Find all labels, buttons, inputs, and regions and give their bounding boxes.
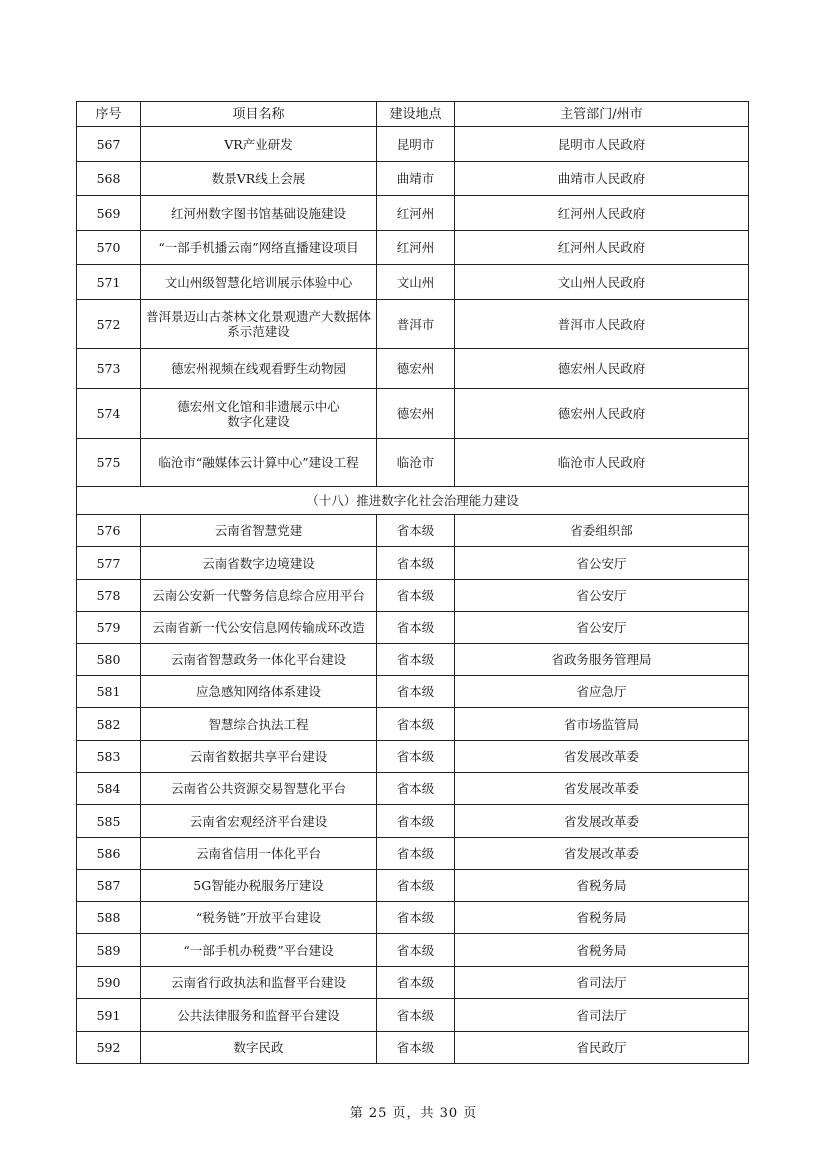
row-location: 省本级 bbox=[377, 1032, 455, 1064]
row-location: 省本级 bbox=[377, 902, 455, 934]
row-department: 省公安厅 bbox=[455, 547, 749, 580]
row-location: 红河州 bbox=[377, 231, 455, 265]
row-project-name: 临沧市“融媒体云计算中心”建设工程 bbox=[141, 439, 377, 487]
header-department: 主管部门/州市 bbox=[455, 102, 749, 127]
row-department: 省司法厅 bbox=[455, 999, 749, 1032]
row-index: 578 bbox=[77, 580, 141, 612]
row-location: 曲靖市 bbox=[377, 162, 455, 196]
row-project-name: VR产业研发 bbox=[141, 127, 377, 162]
row-location: 省本级 bbox=[377, 967, 455, 999]
row-index: 591 bbox=[77, 999, 141, 1032]
table-row bbox=[77, 612, 749, 644]
table-row bbox=[77, 805, 749, 838]
table-row bbox=[77, 741, 749, 773]
table-row bbox=[77, 580, 749, 612]
header-project-name: 项目名称 bbox=[141, 102, 377, 127]
header-index: 序号 bbox=[77, 102, 141, 127]
row-index: 570 bbox=[77, 231, 141, 265]
row-index: 592 bbox=[77, 1032, 141, 1064]
page-footer: 第 25 页，共 30 页 bbox=[349, 1106, 478, 1121]
row-project-name: 云南省宏观经济平台建设 bbox=[141, 805, 377, 838]
table-row bbox=[77, 999, 749, 1032]
row-department: 德宏州人民政府 bbox=[455, 349, 749, 389]
row-department: 省民政厅 bbox=[455, 1032, 749, 1064]
row-location: 省本级 bbox=[377, 805, 455, 838]
row-location: 德宏州 bbox=[377, 349, 455, 389]
table-row bbox=[77, 838, 749, 870]
section-title: （十八）推进数字化社会治理能力建设 bbox=[77, 487, 749, 515]
row-index: 588 bbox=[77, 902, 141, 934]
table-row bbox=[77, 708, 749, 741]
row-department: 省发展改革委 bbox=[455, 741, 749, 773]
row-location: 省本级 bbox=[377, 676, 455, 708]
row-department: 德宏州人民政府 bbox=[455, 389, 749, 439]
row-project-name: 公共法律服务和监督平台建设 bbox=[141, 999, 377, 1032]
row-index: 568 bbox=[77, 162, 141, 196]
row-index: 572 bbox=[77, 300, 141, 349]
row-project-name: 智慧综合执法工程 bbox=[141, 708, 377, 741]
row-project-name: 文山州级智慧化培训展示体验中心 bbox=[141, 265, 377, 300]
table-row bbox=[77, 439, 749, 487]
row-department: 普洱市人民政府 bbox=[455, 300, 749, 349]
row-index: 571 bbox=[77, 265, 141, 300]
table-body-top bbox=[77, 127, 749, 487]
table-row bbox=[77, 389, 749, 439]
row-index: 583 bbox=[77, 741, 141, 773]
row-index: 581 bbox=[77, 676, 141, 708]
row-department: 省委组织部 bbox=[455, 515, 749, 547]
row-project-name: 普洱景迈山古茶林文化景观遗产大数据体 系示范建设 bbox=[141, 300, 377, 349]
row-index: 575 bbox=[77, 439, 141, 487]
row-index: 585 bbox=[77, 805, 141, 838]
row-index: 573 bbox=[77, 349, 141, 389]
table-row bbox=[77, 967, 749, 999]
row-department: 省应急厅 bbox=[455, 676, 749, 708]
table-row bbox=[77, 265, 749, 300]
row-department: 昆明市人民政府 bbox=[455, 127, 749, 162]
table-row bbox=[77, 644, 749, 676]
row-department: 省公安厅 bbox=[455, 580, 749, 612]
row-location: 省本级 bbox=[377, 580, 455, 612]
project-table bbox=[76, 101, 749, 1064]
row-project-name: 云南省公共资源交易智慧化平台 bbox=[141, 773, 377, 805]
table-row bbox=[77, 196, 749, 231]
row-location: 省本级 bbox=[377, 773, 455, 805]
row-project-name: 云南省数据共享平台建设 bbox=[141, 741, 377, 773]
row-index: 580 bbox=[77, 644, 141, 676]
row-location: 普洱市 bbox=[377, 300, 455, 349]
row-index: 569 bbox=[77, 196, 141, 231]
row-project-name: 云南省信用一体化平台 bbox=[141, 838, 377, 870]
row-department: 临沧市人民政府 bbox=[455, 439, 749, 487]
table-body-bottom bbox=[77, 515, 749, 1064]
row-department: 省税务局 bbox=[455, 870, 749, 902]
row-location: 省本级 bbox=[377, 644, 455, 676]
row-department: 省司法厅 bbox=[455, 967, 749, 999]
row-project-name: 云南省数字边境建设 bbox=[141, 547, 377, 580]
row-project-name: “一部手机播云南”网络直播建设项目 bbox=[141, 231, 377, 265]
row-department: 红河州人民政府 bbox=[455, 231, 749, 265]
row-project-name: 数字民政 bbox=[141, 1032, 377, 1064]
table-row bbox=[77, 515, 749, 547]
table-header-row bbox=[77, 102, 749, 127]
row-department: 省发展改革委 bbox=[455, 838, 749, 870]
row-location: 临沧市 bbox=[377, 439, 455, 487]
row-project-name: 云南省行政执法和监督平台建设 bbox=[141, 967, 377, 999]
row-index: 574 bbox=[77, 389, 141, 439]
row-project-name: 云南省智慧党建 bbox=[141, 515, 377, 547]
row-location: 省本级 bbox=[377, 934, 455, 967]
table-row bbox=[77, 934, 749, 967]
table-row bbox=[77, 870, 749, 902]
row-location: 省本级 bbox=[377, 708, 455, 741]
row-project-name: 红河州数字图书馆基础设施建设 bbox=[141, 196, 377, 231]
row-department: 省发展改革委 bbox=[455, 773, 749, 805]
row-location: 省本级 bbox=[377, 870, 455, 902]
row-project-name: “税务链”开放平台建设 bbox=[141, 902, 377, 934]
row-project-name: “一部手机办税费”平台建设 bbox=[141, 934, 377, 967]
row-project-name: 德宏州视频在线观看野生动物园 bbox=[141, 349, 377, 389]
row-location: 省本级 bbox=[377, 838, 455, 870]
row-index: 586 bbox=[77, 838, 141, 870]
row-location: 德宏州 bbox=[377, 389, 455, 439]
row-project-name: 数景VR线上会展 bbox=[141, 162, 377, 196]
row-index: 567 bbox=[77, 127, 141, 162]
row-index: 587 bbox=[77, 870, 141, 902]
row-department: 省公安厅 bbox=[455, 612, 749, 644]
row-project-name: 云南公安新一代警务信息综合应用平台 bbox=[141, 580, 377, 612]
row-project-name: 应急感知网络体系建设 bbox=[141, 676, 377, 708]
section-row bbox=[77, 487, 749, 515]
row-index: 590 bbox=[77, 967, 141, 999]
row-index: 579 bbox=[77, 612, 141, 644]
row-project-name: 云南省智慧政务一体化平台建设 bbox=[141, 644, 377, 676]
row-department: 省市场监管局 bbox=[455, 708, 749, 741]
row-index: 576 bbox=[77, 515, 141, 547]
row-department: 省政务服务管理局 bbox=[455, 644, 749, 676]
row-location: 昆明市 bbox=[377, 127, 455, 162]
table-row bbox=[77, 1032, 749, 1064]
row-location: 省本级 bbox=[377, 612, 455, 644]
row-department: 红河州人民政府 bbox=[455, 196, 749, 231]
row-location: 省本级 bbox=[377, 741, 455, 773]
row-department: 曲靖市人民政府 bbox=[455, 162, 749, 196]
row-index: 582 bbox=[77, 708, 141, 741]
row-index: 577 bbox=[77, 547, 141, 580]
table-row bbox=[77, 231, 749, 265]
table-row bbox=[77, 902, 749, 934]
row-project-name: 5G智能办税服务厅建设 bbox=[141, 870, 377, 902]
table-row bbox=[77, 547, 749, 580]
row-project-name: 德宏州文化馆和非遗展示中心 数字化建设 bbox=[141, 389, 377, 439]
row-index: 584 bbox=[77, 773, 141, 805]
table-row bbox=[77, 300, 749, 349]
header-location: 建设地点 bbox=[377, 102, 455, 127]
table-row bbox=[77, 127, 749, 162]
row-location: 省本级 bbox=[377, 515, 455, 547]
row-index: 589 bbox=[77, 934, 141, 967]
table-row bbox=[77, 349, 749, 389]
row-location: 省本级 bbox=[377, 547, 455, 580]
row-department: 文山州人民政府 bbox=[455, 265, 749, 300]
row-location: 省本级 bbox=[377, 999, 455, 1032]
row-location: 文山州 bbox=[377, 265, 455, 300]
table-row bbox=[77, 676, 749, 708]
row-department: 省发展改革委 bbox=[455, 805, 749, 838]
table-row bbox=[77, 162, 749, 196]
row-department: 省税务局 bbox=[455, 934, 749, 967]
row-department: 省税务局 bbox=[455, 902, 749, 934]
table-row bbox=[77, 773, 749, 805]
row-project-name: 云南省新一代公安信息网传输成环改造 bbox=[141, 612, 377, 644]
row-location: 红河州 bbox=[377, 196, 455, 231]
